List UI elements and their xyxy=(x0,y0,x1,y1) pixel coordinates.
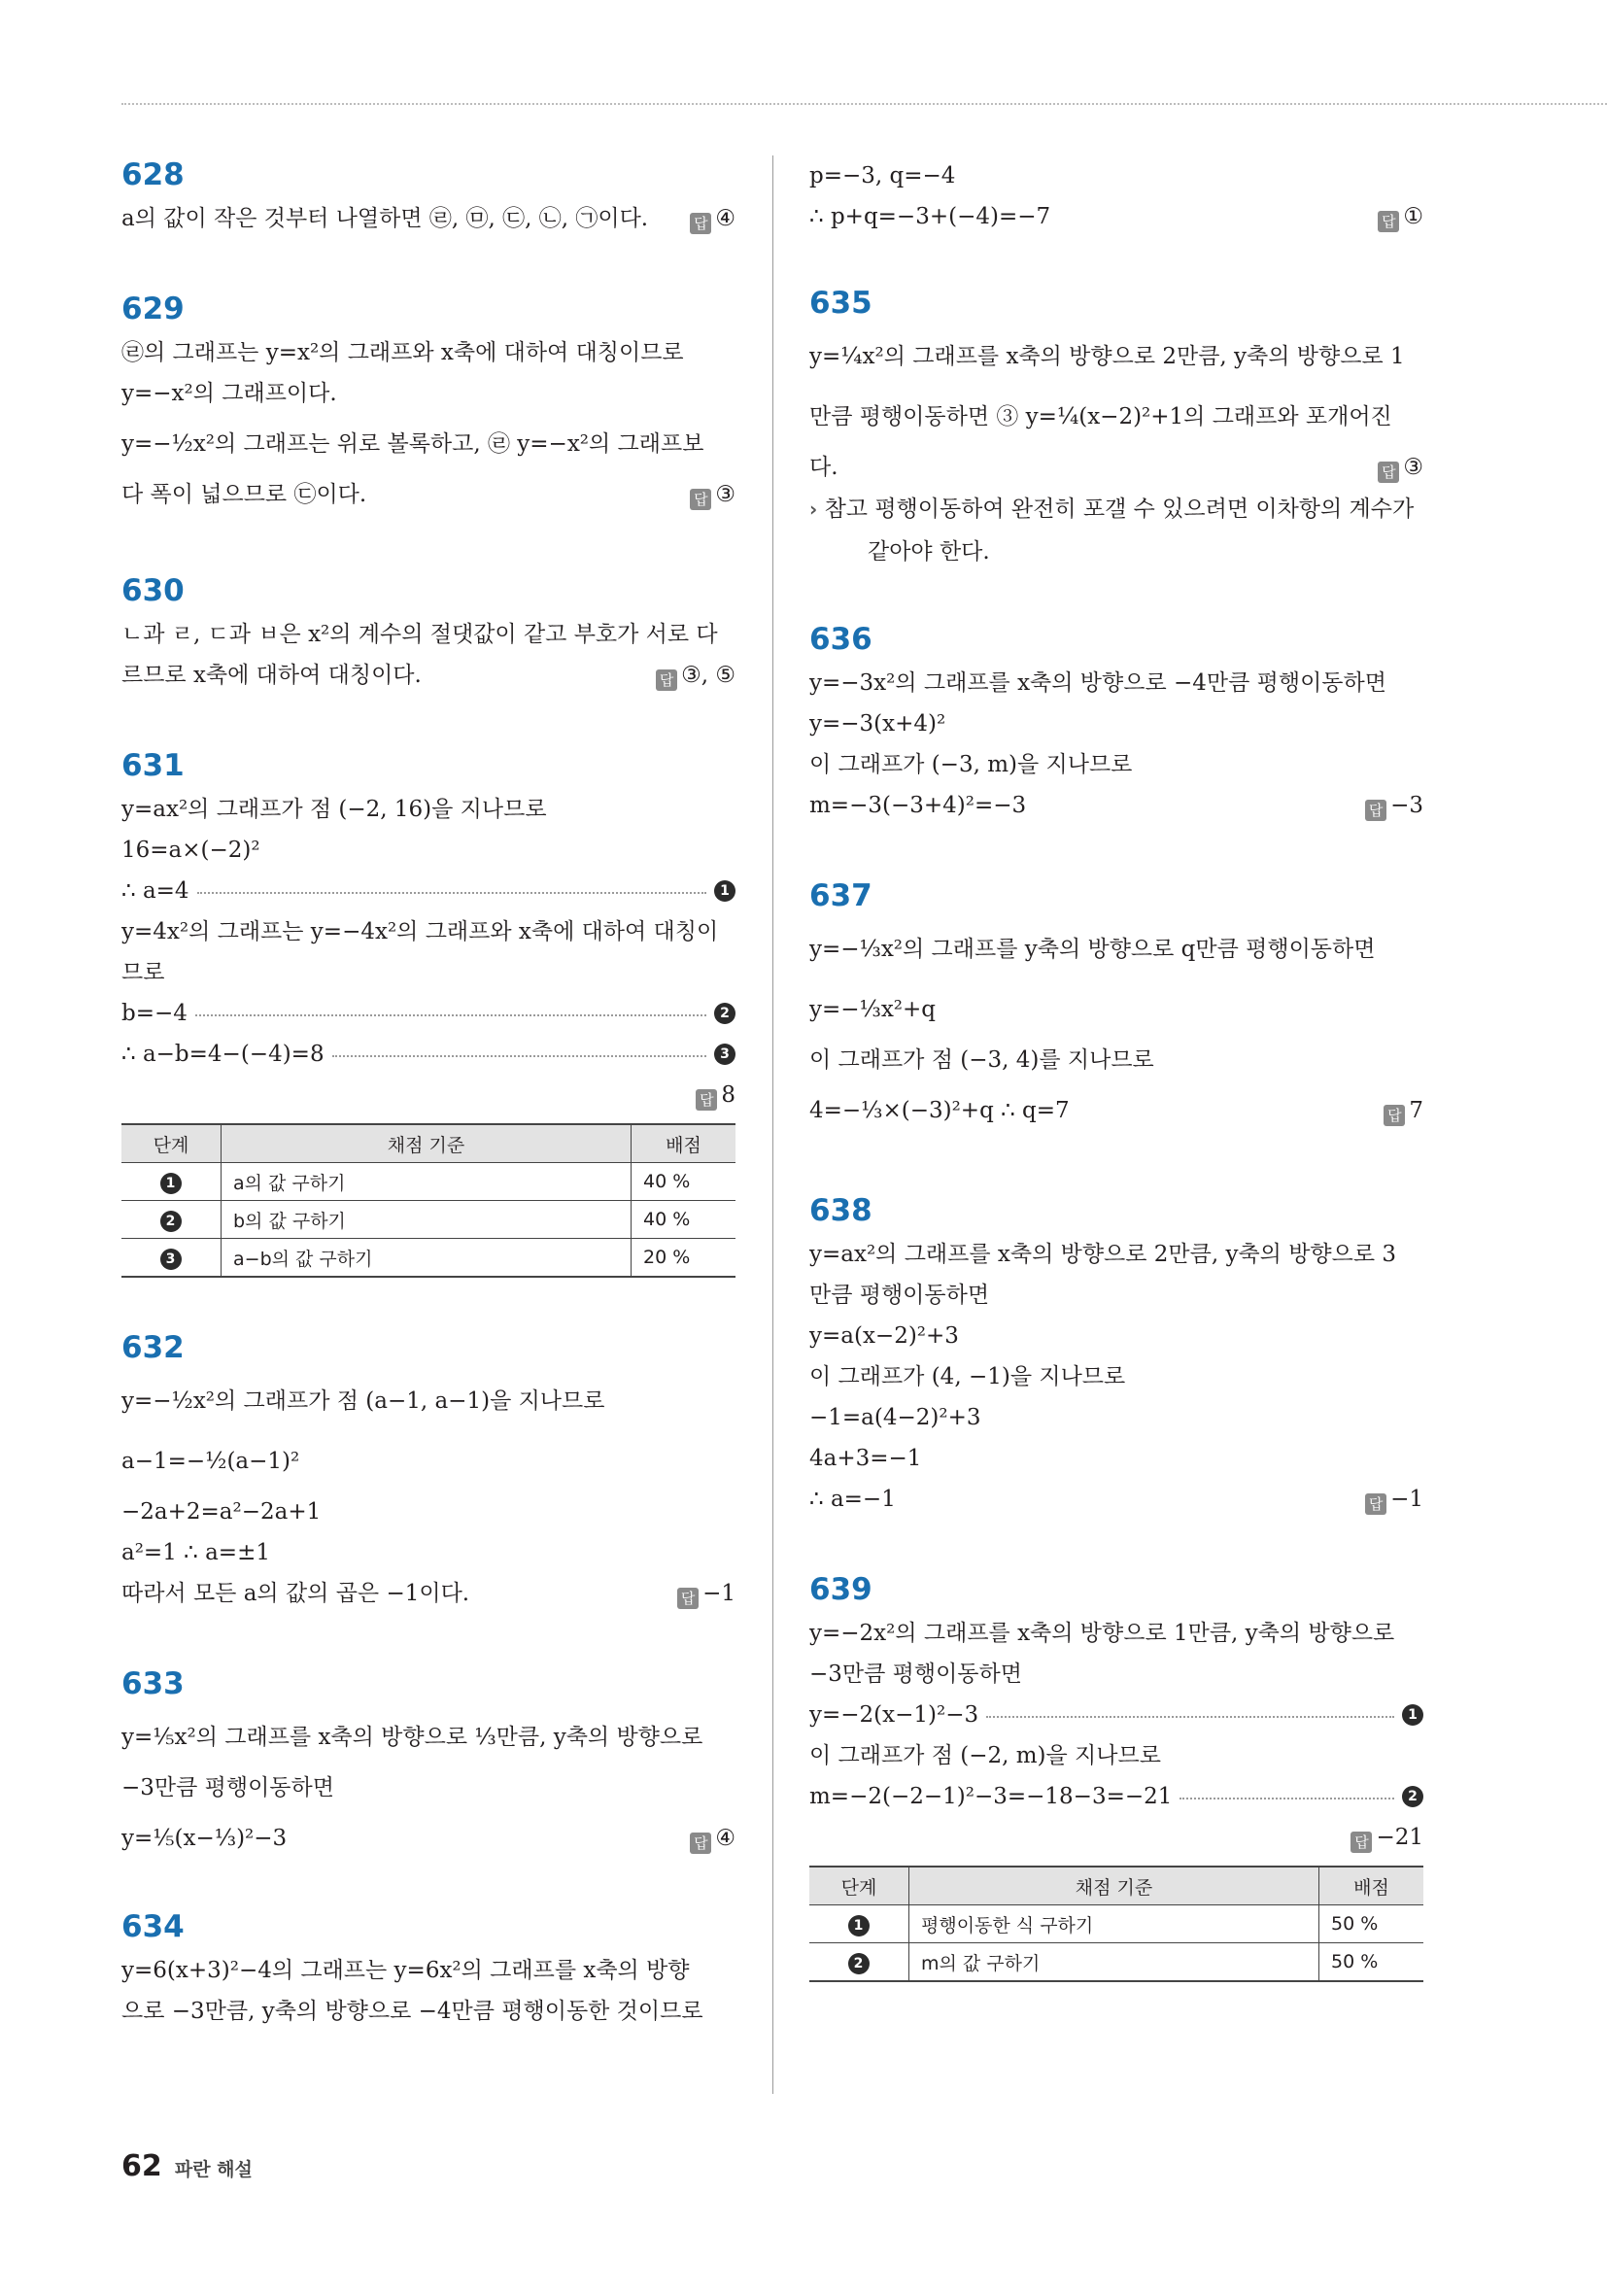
reference-note xyxy=(809,488,1423,531)
answer-value: −1 xyxy=(702,1581,735,1606)
problem-number: 630 xyxy=(121,573,185,608)
solution-line: 16=a×(−2)² xyxy=(121,838,260,863)
answer-badge: 답 xyxy=(1365,800,1386,821)
problem-628 xyxy=(121,155,735,239)
solution-line: y=−x²의 그래프이다. xyxy=(121,381,337,406)
answer xyxy=(656,655,735,696)
left-column xyxy=(121,155,735,2032)
problem-number: 631 xyxy=(121,748,185,783)
solution-line: y=−⅓x²의 그래프를 y축의 방향으로 q만큼 평행이동하면 xyxy=(809,937,1376,962)
solution-line: 으로 −3만큼, y축의 방향으로 −4만큼 평행이동한 것이므로 xyxy=(121,1999,703,2024)
solution-line xyxy=(121,655,735,696)
table-header-row xyxy=(809,1867,1423,1905)
note-label: 참고 xyxy=(824,497,868,522)
solution-line: 이 그래프가 (−3, m)을 지나므로 xyxy=(809,752,1133,777)
answer-value: −3 xyxy=(1390,793,1423,818)
solution-line xyxy=(121,198,735,239)
criterion-cell: m의 값 구하기 xyxy=(909,1943,1319,1982)
step-marker: 2 xyxy=(714,1003,735,1024)
problem-number: 635 xyxy=(809,286,872,321)
step-marker: 1 xyxy=(848,1915,870,1936)
leader-dots xyxy=(197,892,706,894)
step-cell xyxy=(121,1239,222,1278)
answer xyxy=(1351,1817,1423,1858)
answer-badge: 답 xyxy=(1384,1105,1405,1126)
answer xyxy=(690,1808,735,1868)
problem-number: 628 xyxy=(121,157,185,192)
solution-line xyxy=(121,1573,735,1614)
step-marker: 2 xyxy=(848,1953,870,1974)
answer-badge: 답 xyxy=(696,1089,717,1111)
solution-text: 다 폭이 넓으므로 ㉢이다. xyxy=(121,482,367,507)
answer-badge: 답 xyxy=(690,213,711,234)
solution-line xyxy=(809,196,1423,237)
problem-636 xyxy=(809,620,1423,826)
solution-line: y=6(x+3)²−4의 그래프는 y=6x²의 그래프를 x축의 방향 xyxy=(121,1958,690,1983)
solution-line: y=−3x²의 그래프를 x축의 방향으로 −4만큼 평행이동하면 xyxy=(809,670,1386,696)
solution-line: ㉣의 그래프는 y=x²의 그래프와 x축에 대하여 대칭이므로 xyxy=(121,340,684,365)
book-title: 파란 해설 xyxy=(174,2159,253,2180)
solution-line xyxy=(121,871,735,911)
answer-badge: 답 xyxy=(1378,211,1399,232)
answer xyxy=(690,474,735,515)
right-column xyxy=(809,155,1423,1982)
step-cell xyxy=(809,1943,909,1982)
solution-text: b=−4 xyxy=(121,1001,188,1026)
score-cell: 40 % xyxy=(632,1163,736,1201)
leader-dots xyxy=(195,1014,706,1016)
answer-badge: 답 xyxy=(656,669,677,691)
answer-badge: 답 xyxy=(1351,1832,1372,1853)
solution-line: 이 그래프가 점 (−3, 4)를 지나므로 xyxy=(809,1047,1154,1073)
problem-number: 632 xyxy=(121,1330,185,1365)
solution-line: y=−⅓x²+q xyxy=(809,997,937,1022)
problem-number: 629 xyxy=(121,291,185,326)
solution-line: ㄴ과 ㄹ, ㄷ과 ㅂ은 x²의 계수의 절댓값이 같고 부호가 서로 다 xyxy=(121,622,718,647)
answer-value: ④ xyxy=(715,206,735,231)
note-text-continued: 같아야 한다. xyxy=(868,539,990,565)
problem-number: 633 xyxy=(121,1666,185,1701)
header-step: 단계 xyxy=(121,1124,222,1163)
problem-639 xyxy=(809,1570,1423,1982)
problem-632 xyxy=(121,1328,735,1614)
solution-text: y=⅕(x−⅓)²−3 xyxy=(121,1826,288,1851)
score-cell: 50 % xyxy=(1319,1905,1424,1943)
step-cell xyxy=(121,1163,222,1201)
answer-value: ③ xyxy=(715,482,735,507)
solution-text: 따라서 모든 a의 값의 곱은 −1이다. xyxy=(121,1581,470,1606)
leader-dots xyxy=(332,1055,706,1057)
problem-634 xyxy=(121,1907,735,2032)
table-row xyxy=(121,1239,735,1278)
solution-text: m=−3(−3+4)²=−3 xyxy=(809,793,1027,818)
solution-line xyxy=(121,474,735,515)
solution-line: −3만큼 평행이동하면 xyxy=(809,1662,1022,1687)
answer xyxy=(1378,196,1423,237)
answer-line xyxy=(121,1075,735,1115)
solution-line: y=−½x²의 그래프는 위로 볼록하고, ㉣ y=−x²의 그래프보 xyxy=(121,431,704,457)
solution-line xyxy=(809,785,1423,826)
header-score: 배점 xyxy=(632,1124,736,1163)
solution-text: y=−2(x−1)²−3 xyxy=(809,1702,979,1728)
solution-text: m=−2(−2−1)²−3=−18−3=−21 xyxy=(809,1784,1173,1809)
problem-629 xyxy=(121,290,735,515)
criterion-cell: a−b의 값 구하기 xyxy=(222,1239,632,1278)
solution-line: y=¼x²의 그래프를 x축의 방향으로 2만큼, y축의 방향으로 1 xyxy=(809,344,1405,369)
chevron-right-icon: › xyxy=(809,497,818,521)
solution-text: a의 값이 작은 것부터 나열하면 ㉣, ㉤, ㉢, ㉡, ㉠이다. xyxy=(121,206,649,231)
solution-line xyxy=(809,1479,1423,1520)
answer-badge: 답 xyxy=(1365,1493,1386,1515)
solution-line: y=ax²의 그래프가 점 (−2, 16)을 지나므로 xyxy=(121,797,547,822)
solution-line: 이 그래프가 점 (−2, m)을 지나므로 xyxy=(809,1743,1161,1768)
answer-value: 7 xyxy=(1409,1098,1423,1123)
solution-line: y=−½x²의 그래프가 점 (a−1, a−1)을 지나므로 xyxy=(121,1388,605,1414)
step-marker: 2 xyxy=(1402,1786,1423,1807)
solution-line: y=−2x²의 그래프를 x축의 방향으로 1만큼, y축의 방향으로 xyxy=(809,1621,1395,1646)
score-cell: 40 % xyxy=(632,1201,736,1239)
problem-number: 636 xyxy=(809,622,872,657)
table-row xyxy=(121,1163,735,1201)
solution-line: a²=1 ∴ a=±1 xyxy=(121,1540,270,1565)
header-criterion: 채점 기준 xyxy=(222,1124,632,1163)
answer-badge: 답 xyxy=(690,489,711,510)
solution-line xyxy=(121,1808,735,1868)
problem-631 xyxy=(121,746,735,1278)
step-marker: 1 xyxy=(1402,1704,1423,1726)
solution-line: y=⅕x²의 그래프를 x축의 방향으로 ⅓만큼, y축의 방향으로 xyxy=(121,1725,703,1750)
solution-line xyxy=(809,1776,1423,1817)
step-marker: 1 xyxy=(714,880,735,902)
step-marker: 3 xyxy=(714,1044,735,1065)
answer xyxy=(1365,785,1423,826)
solution-line: 만큼 평행이동하면 xyxy=(809,1283,990,1308)
answer-value: −1 xyxy=(1390,1487,1423,1512)
header-step: 단계 xyxy=(809,1867,909,1905)
answer-badge: 답 xyxy=(1378,462,1399,483)
solution-line: 4a+3=−1 xyxy=(809,1446,922,1471)
problem-633 xyxy=(121,1664,735,1868)
table-row xyxy=(809,1905,1423,1943)
solution-line xyxy=(121,1034,735,1075)
solution-line: −3만큼 평행이동하면 xyxy=(121,1775,334,1800)
solution-line: p=−3, q=−4 xyxy=(809,163,956,188)
solution-line: y=−3(x+4)² xyxy=(809,711,946,737)
table-header-row xyxy=(121,1124,735,1163)
solution-line xyxy=(809,447,1423,488)
solution-line: a−1=−½(a−1)² xyxy=(121,1449,300,1474)
column-divider xyxy=(772,155,773,2094)
problem-630 xyxy=(121,571,735,696)
solution-line xyxy=(809,1080,1423,1141)
step-marker: 2 xyxy=(160,1211,182,1232)
header-criterion: 채점 기준 xyxy=(909,1867,1319,1905)
solution-text: ∴ a=4 xyxy=(121,878,189,904)
score-cell: 20 % xyxy=(632,1239,736,1278)
solution-line: 므로 xyxy=(121,960,165,985)
leader-dots xyxy=(986,1716,1394,1718)
answer-line xyxy=(809,1817,1423,1858)
solution-line: y=4x²의 그래프는 y=−4x²의 그래프와 x축에 대하여 대칭이 xyxy=(121,919,719,944)
problem-number: 634 xyxy=(121,1909,185,1944)
solution-line: 만큼 평행이동하면 ③ y=¼(x−2)²+1의 그래프와 포개어진 xyxy=(809,404,1392,429)
problem-637 xyxy=(809,876,1423,1141)
table-row xyxy=(809,1943,1423,1982)
solution-text: 르므로 x축에 대하여 대칭이다. xyxy=(121,663,422,688)
answer xyxy=(1365,1479,1423,1520)
criterion-cell: a의 값 구하기 xyxy=(222,1163,632,1201)
solution-text: 다. xyxy=(809,455,838,480)
problem-638 xyxy=(809,1191,1423,1520)
answer-value: 8 xyxy=(721,1082,735,1108)
solution-line: 이 그래프가 (4, −1)을 지나므로 xyxy=(809,1364,1126,1389)
solution-line xyxy=(121,993,735,1034)
problem-number: 639 xyxy=(809,1572,872,1607)
solution-line: −1=a(4−2)²+3 xyxy=(809,1405,981,1430)
step-cell xyxy=(121,1201,222,1239)
grading-table xyxy=(809,1866,1423,1982)
table-row xyxy=(121,1201,735,1239)
answer xyxy=(1384,1080,1423,1141)
solution-text: ∴ a=−1 xyxy=(809,1487,896,1512)
answer xyxy=(677,1573,735,1614)
step-marker: 3 xyxy=(160,1249,182,1270)
problem-635 xyxy=(809,284,1423,573)
leader-dots xyxy=(1180,1798,1394,1799)
answer xyxy=(1378,447,1423,488)
header-dotted-rule xyxy=(121,103,1607,105)
answer xyxy=(690,198,735,239)
page-number: 62 xyxy=(121,2149,162,2183)
answer-value: ④ xyxy=(715,1826,735,1851)
step-marker: 1 xyxy=(160,1173,182,1194)
answer-value: ③, ⑤ xyxy=(681,663,735,688)
problem-634-continued xyxy=(809,155,1423,237)
answer-badge: 답 xyxy=(690,1833,711,1854)
solution-text: 4=−⅓×(−3)²+q ∴ q=7 xyxy=(809,1098,1070,1123)
problem-number: 638 xyxy=(809,1193,872,1228)
header-score: 배점 xyxy=(1319,1867,1424,1905)
criterion-cell: b의 값 구하기 xyxy=(222,1201,632,1239)
solution-text: ∴ a−b=4−(−4)=8 xyxy=(121,1042,325,1067)
answer-badge: 답 xyxy=(677,1588,699,1609)
criterion-cell: 평행이동한 식 구하기 xyxy=(909,1905,1319,1943)
note-text: 평행이동하여 완전히 포갤 수 있으려면 이차항의 계수가 xyxy=(874,497,1415,522)
answer xyxy=(696,1075,735,1115)
step-cell xyxy=(809,1905,909,1943)
solution-line: y=ax²의 그래프를 x축의 방향으로 2만큼, y축의 방향으로 3 xyxy=(809,1242,1397,1267)
score-cell: 50 % xyxy=(1319,1943,1424,1982)
answer-value: ③ xyxy=(1403,455,1423,480)
problem-number: 637 xyxy=(809,878,872,913)
solution-line: y=a(x−2)²+3 xyxy=(809,1323,959,1349)
solution-line xyxy=(809,1695,1423,1735)
solution-text: ∴ p+q=−3+(−4)=−7 xyxy=(809,204,1051,229)
answer-value: −21 xyxy=(1376,1825,1423,1850)
page-footer xyxy=(121,2149,253,2183)
solution-line: −2a+2=a²−2a+1 xyxy=(121,1499,322,1525)
answer-value: ① xyxy=(1403,204,1423,229)
grading-table xyxy=(121,1123,735,1278)
